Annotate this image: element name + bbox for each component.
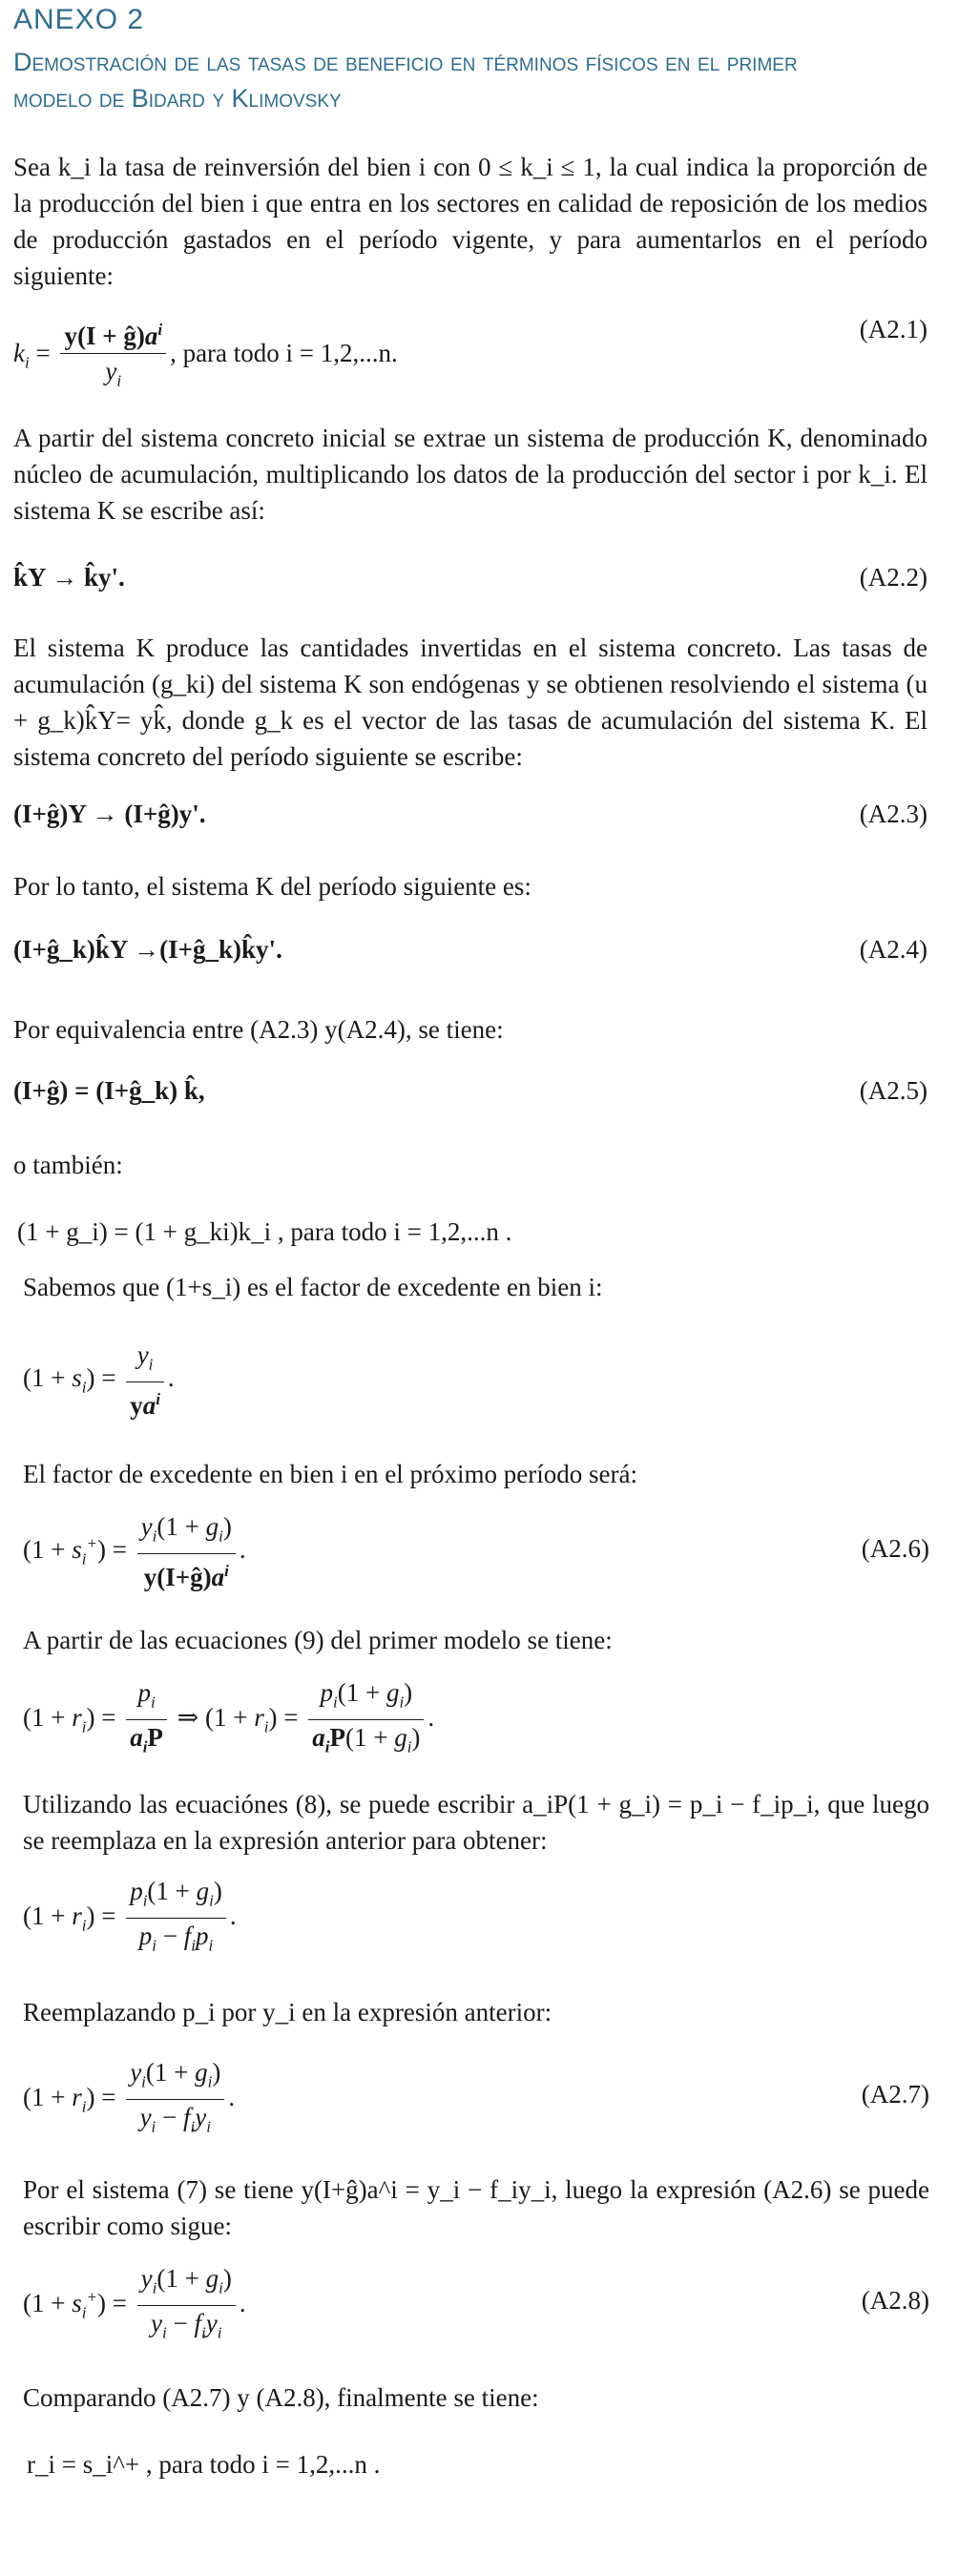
paragraph-2: A partir del sistema concreto inicial se extrae un sistema de producción K, denominado núcleo de acumulación, multiplicando los datos de la producción del sector i por k_i. El sistema K se escribe así: [13,424,928,525]
equation-a2-7 [23,2057,929,2143]
equation-a2-7-expr: $(1 + r_i)$ = $\frac{y_i(1 + g_i)}{y_i - f_iy_i}$ . [23,2058,236,2136]
paragraph-3: El sistema K produce las cantidades invertidas en el sistema concreto. Las tasas de acumulación (g_ki) del sistema K son endógenas y se obtienen resolviendo el sistema (u + g_k)k̂Y= yk̂, donde g_k es el vector de las tasas de acumulación del sistema K. El sistema concreto del período siguiente se escribe: [13,634,928,771]
equation-a2-8-expr: $(1 + s_i^+)$ = $\frac{y_i(1 + g_i)}{y_i - f_iy_i}$ . [23,2264,246,2342]
equation-10-expr: $(1 + r_i)$ = $\frac{p_i(1 + g_i)}{p_i - f_ip_i}$ . [23,1877,237,1955]
equation-a2-3-expr: (I+ĝ)Y → (I+ĝ)y'. [13,800,206,828]
equation-a2-5-expr: (I+ĝ) = (I+ĝ_k) k̂, [13,1076,205,1105]
equation-number: (A2.4) [859,935,928,964]
equation-a2-4 [13,935,928,1002]
annex-heading: ANEXO 2 [13,4,145,35]
equation-a2-3 [13,800,928,866]
equation-13-expr: r_i = s_i^+ , para todo i = 1,2,...n . [27,2450,381,2479]
paragraph-1: Sea k_i la tasa de reinversión del bien i con 0 ≤ k_i ≤ 1, la cual indica la proporción de la producción del bien i que entra en los sectores en calidad de reposición de los medios de producción gastados en el período vigente, y para aumentarlos en el período siguiente: [13,153,928,290]
paragraph-5: Por equivalencia entre (A2.3) y(A2.4), se tiene: [13,1015,504,1044]
equation-a2-5 [13,1076,928,1143]
paragraph-12: Por el sistema (7) se tiene y(I+ĝ)a^i = y_i − f_iy_i, luego la expresión (A2.6) se puede escribir como sigue: [23,2175,929,2240]
equation-9-expr: $(1 + r_i)$ = $\frac{p_i}{a_iP}$ ⇒ $(1 + r_i)$ = $\frac{p_i(1 + g_i)}{a_iP(1 + g_i)}$ . [23,1678,435,1756]
equation-number: (A2.7) [861,2080,929,2109]
equation-a2-1-expr: $k_i$ = $\frac{y(I + ĝ)a^i}{y_i}$ , para todo i = 1,2,...n. [13,315,398,396]
equation-a2-1 [13,315,928,390]
equation-number: (A2.1) [859,315,928,343]
equation-a2-4-expr: (I+ĝ_k)k̂Y →(I+ĝ_k)k̂y'. [13,935,282,964]
paragraph-9: A partir de las ecuaciones (9) del primer modelo se tiene: [23,1626,613,1654]
equation-10 [23,1876,929,1962]
equation-a2-2 [13,563,928,630]
equation-7-expr: $(1 + s_i)$ = $\frac{y_i}{ya^i}$ . [23,1340,175,1421]
paragraph-8: El factor de excedente en bien i en el próximo período será: [23,1460,637,1488]
equation-a2-1-tail: , para todo i = 1,2,...n. [170,338,398,367]
paragraph-11: Reemplazando p_i por y_i en la expresión anterior: [23,1998,552,2026]
equation-a2-2-expr: k̂Y → k̂y'. [13,563,125,592]
equation-number: (A2.8) [861,2286,929,2315]
equation-7 [23,1340,929,1425]
paragraph-6: o también: [13,1151,123,1179]
paragraph-4: Por lo tanto, el sistema K del período siguiente es: [13,872,532,901]
equation-13 [27,2450,933,2517]
equation-number: (A2.2) [859,563,928,592]
equation-number: (A2.3) [859,800,928,828]
equation-a2-6-expr: $(1 + s_i^+)$ = $\frac{y_i(1 + g_i)}{y(I+ĝ)a^i}$ . [23,1512,246,1592]
equation-number: (A2.5) [859,1076,928,1105]
equation-6-expr: (1 + g_i) = (1 + g_ki)k_i , para todo i = 1,2,...n . [17,1217,512,1246]
paragraph-13: Comparando (A2.7) y (A2.8), finalmente se tiene: [23,2383,539,2412]
equation-9 [23,1677,929,1763]
paragraph-7: Sabemos que (1+s_i) es el factor de excedente en bien i: [23,1273,603,1301]
equation-number: (A2.6) [861,1534,929,1563]
paragraph-10: Utilizando las ecuaciónes (8), se puede escribir a_iP(1 + g_i) = p_i − f_ip_i, que luego se reemplaza en la expresión anterior para obtener: [23,1790,929,1855]
equation-a2-6 [23,1511,929,1597]
annex-title: Demostración de las tasas de beneficio en términos físicos en el primer modelo de Bidard y Klimovsky [13,48,798,113]
equation-a2-8 [23,2263,929,2349]
